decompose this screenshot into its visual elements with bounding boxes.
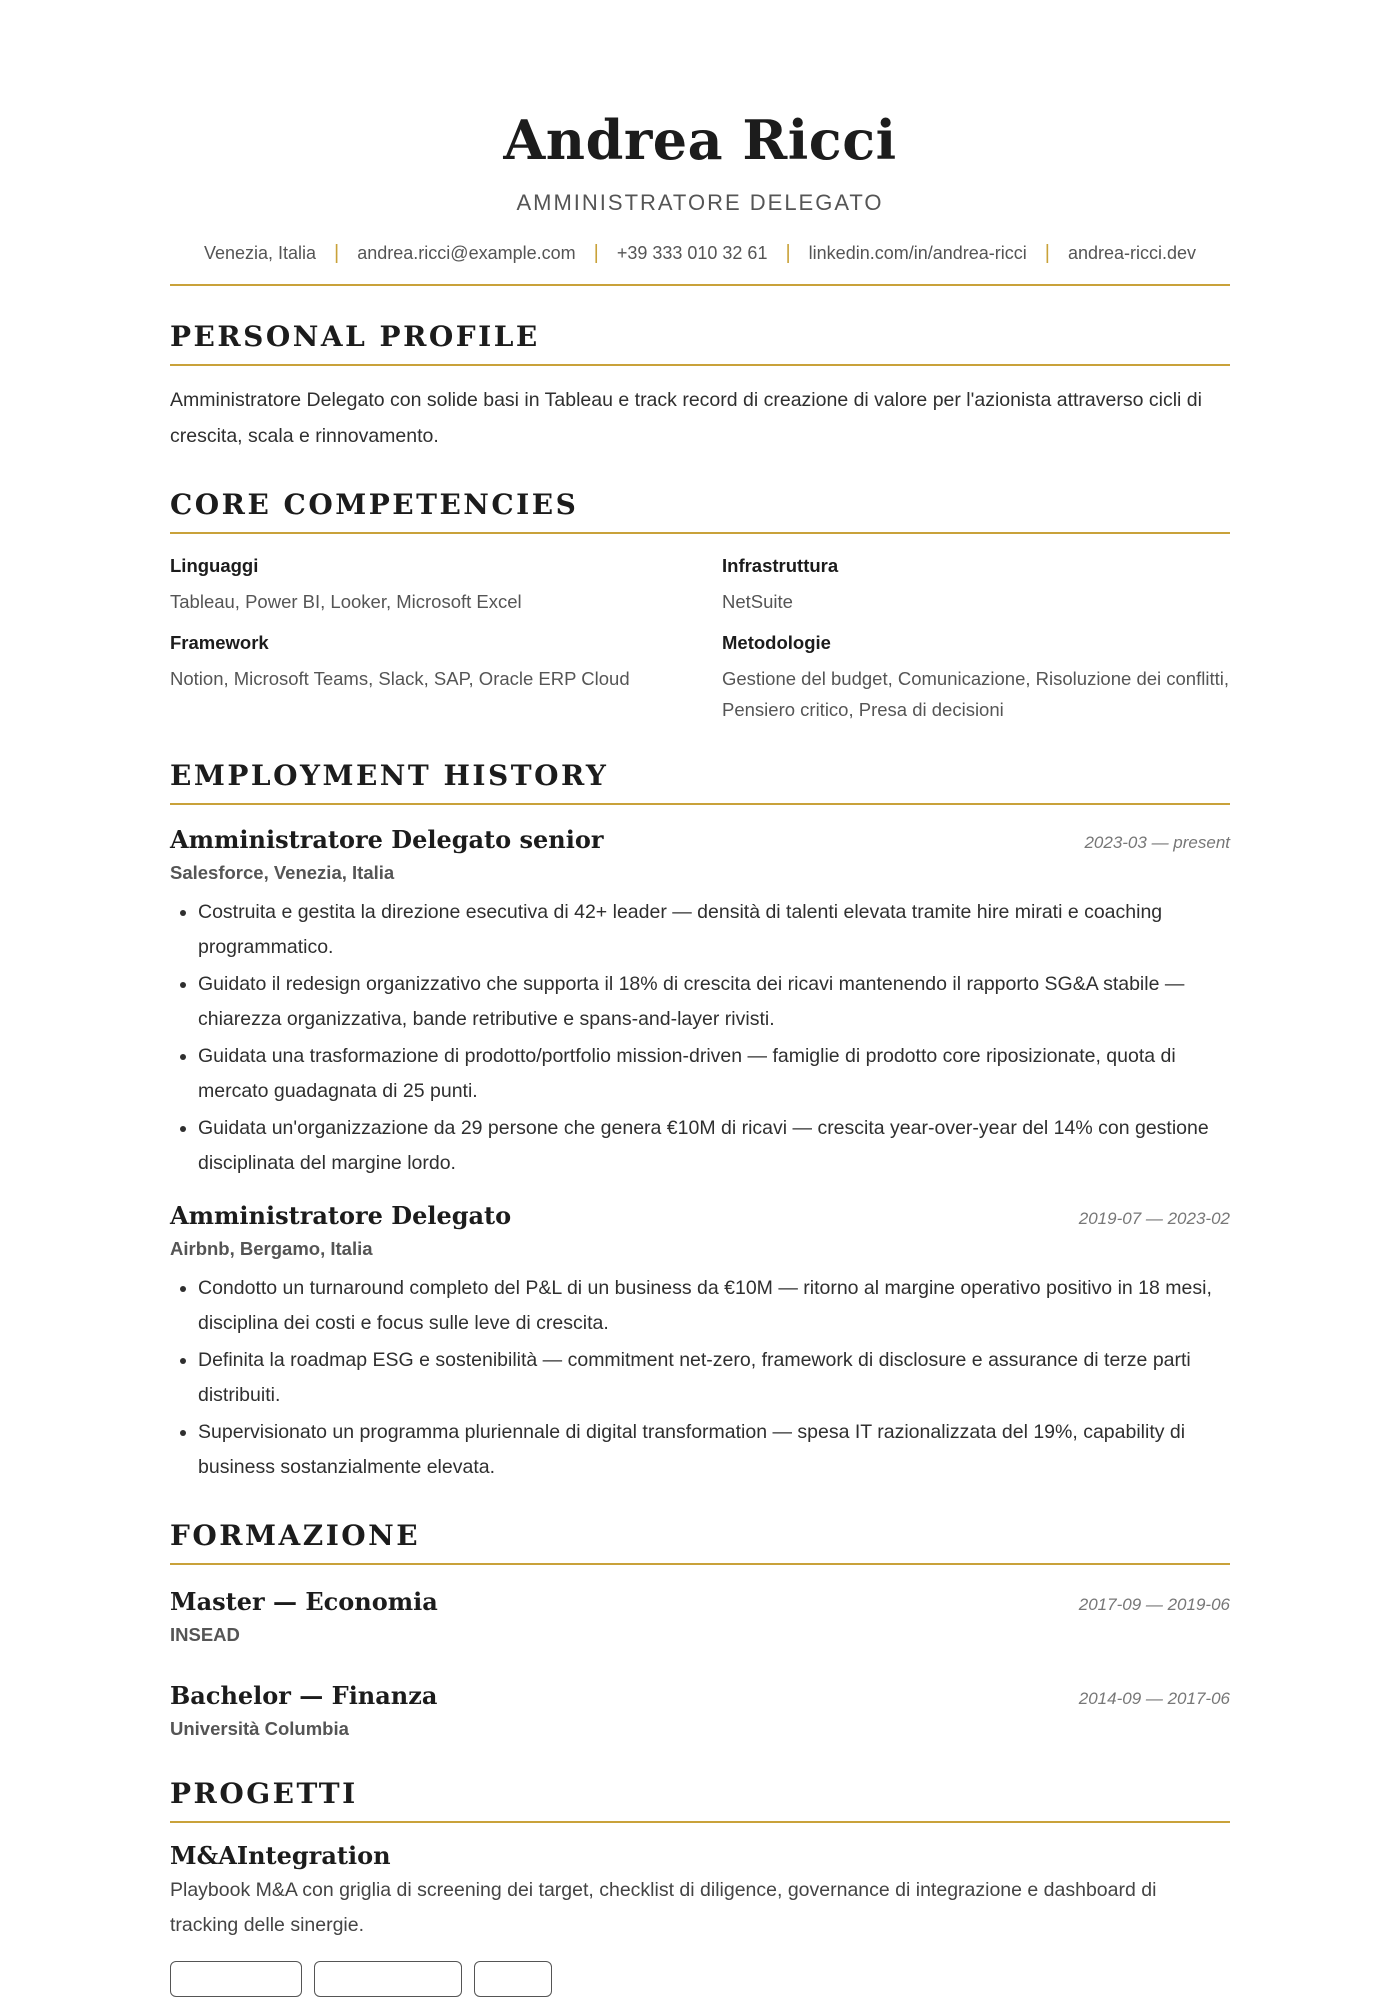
skill-label: Metodologie [722, 632, 831, 653]
job-header [170, 823, 1230, 857]
contact-email[interactable]: andrea.ricci@example.com [357, 243, 576, 263]
education-entry [170, 1679, 1230, 1743]
skill-label: Framework [170, 632, 269, 653]
job-entry [170, 1199, 1230, 1485]
education-header [170, 1679, 1230, 1713]
resume-page [170, 0, 1230, 1997]
education-entry [170, 1585, 1230, 1649]
section-title: CORE COMPETENCIES [170, 488, 579, 521]
degree-title: Bachelor — Finanza [170, 1681, 438, 1710]
contact-linkedin[interactable]: linkedin.com/in/andrea-ricci [808, 243, 1027, 263]
section-divider [170, 364, 1230, 366]
section-title: PROGETTI [170, 1777, 358, 1810]
job-bullet: • Guidata un'organizzazione da 29 persone che genera €10M di ricavi — crescita year-over-year del 14% con gestione disciplinata del margine lordo. [198, 1111, 1230, 1181]
contact-separator: | [593, 242, 599, 264]
job-bullets [170, 1271, 1230, 1485]
job-bullet: • Definita la roadmap ESG e sostenibilità — commitment net-zero, framework di disclosure e assurance di terze parti distribuiti. [198, 1343, 1230, 1413]
education-date: 2017-09 — 2019-06 [1078, 1595, 1230, 1614]
contact-line [170, 240, 1230, 266]
contact-separator: | [785, 242, 791, 264]
skill-items: NetSuite [722, 591, 793, 612]
profile-section [170, 320, 1230, 454]
section-divider [170, 1563, 1230, 1565]
job-title: Amministratore Delegato senior [170, 825, 604, 854]
project-description: Playbook M&A con griglia di screening dei target, checklist di diligence, governance di integrazione e dashboard di tracking delle sinergie. [170, 1879, 1157, 1936]
contact-phone[interactable]: +39 333 010 32 61 [616, 243, 768, 263]
job-company: Airbnb, Bergamo, Italia [170, 1238, 373, 1259]
job-entry [170, 823, 1230, 1181]
job-date: 2023-03 — present [1084, 833, 1230, 852]
header-divider [170, 284, 1230, 286]
skill-label: Linguaggi [170, 555, 259, 576]
section-title: EMPLOYMENT HISTORY [170, 759, 609, 792]
section-divider [170, 532, 1230, 534]
project-name: M&AIntegration [170, 1841, 391, 1870]
skill-items: Notion, Microsoft Teams, Slack, SAP, Oracle ERP Cloud [170, 668, 630, 689]
skill-items: Tableau, Power BI, Looker, Microsoft Excel [170, 591, 522, 612]
candidate-headline: AMMINISTRATORE DELEGATO [516, 190, 884, 215]
education-section [170, 1519, 1230, 1743]
job-bullet: • Guidata una trasformazione di prodotto/portfolio mission-driven — famiglie di prodotto core riposizionate, quota di mercato guadagnata di 25 punti. [198, 1039, 1230, 1109]
education-header [170, 1585, 1230, 1619]
job-title: Amministratore Delegato [170, 1201, 512, 1230]
education-date: 2014-09 — 2017-06 [1078, 1689, 1230, 1708]
candidate-name: Andrea Ricci [503, 108, 897, 172]
job-bullet: • Condotto un turnaround completo del P&L di un business da €10M — ritorno al margine operativo positivo in 18 mesi, disciplina dei costi e focus sulle leve di crescita. [198, 1271, 1230, 1341]
skill-group [722, 552, 1230, 617]
skill-group [722, 629, 1230, 725]
job-company: Salesforce, Venezia, Italia [170, 862, 395, 883]
job-bullet: • Costruita e gestita la direzione esecutiva di 42+ leader — densità di talenti elevata tramite hire mirati e coaching programmatico. [198, 895, 1230, 965]
skill-group [170, 629, 678, 725]
contact-separator: | [1044, 242, 1050, 264]
job-bullet: • Guidato il redesign organizzativo che supporta il 18% di crescita dei ricavi mantenendo il rapporto SG&A stabile — chiarezza organizzativa, bande retributive e spans-and-layer rivisti. [198, 967, 1230, 1037]
section-divider [170, 1821, 1230, 1823]
job-bullet: • Supervisionato un programma pluriennale di digital transformation — spesa IT razionalizzata del 19%, capability di business sostanzialmente elevata. [198, 1415, 1230, 1485]
school-name: Università Columbia [170, 1718, 349, 1739]
contact-separator: | [334, 242, 340, 264]
skill-label: Infrastruttura [722, 555, 839, 576]
resume-header [170, 106, 1230, 286]
contact-location: Venezia, Italia [203, 243, 317, 263]
section-title: PERSONAL PROFILE [170, 320, 540, 353]
project-tags [170, 1961, 1230, 1997]
profile-text: Amministratore Delegato con solide basi in Tableau e track record di creazione di valore per l'azionista attraverso cicli di crescita, scala e rinnovamento. [170, 389, 1202, 447]
job-date: 2019-07 — 2023-02 [1078, 1209, 1230, 1228]
skills-section [170, 488, 1230, 737]
section-divider [170, 803, 1230, 805]
degree-title: Master — Economia [170, 1587, 438, 1616]
skill-items: Gestione del budget, Comunicazione, Risoluzione dei conflitti, Pensiero critico, Presa di decisioni [722, 668, 1229, 720]
job-bullets [170, 895, 1230, 1181]
job-header [170, 1199, 1230, 1233]
project-tag [314, 1961, 462, 1997]
contact-website[interactable]: andrea-ricci.dev [1067, 243, 1197, 263]
project-tag [170, 1961, 302, 1997]
skill-group [170, 552, 678, 617]
section-title: FORMAZIONE [170, 1519, 421, 1552]
project-tag [474, 1961, 552, 1997]
school-name: INSEAD [170, 1624, 240, 1645]
projects-section [170, 1777, 1230, 1997]
skills-grid [170, 552, 1230, 737]
experience-section [170, 759, 1230, 1485]
